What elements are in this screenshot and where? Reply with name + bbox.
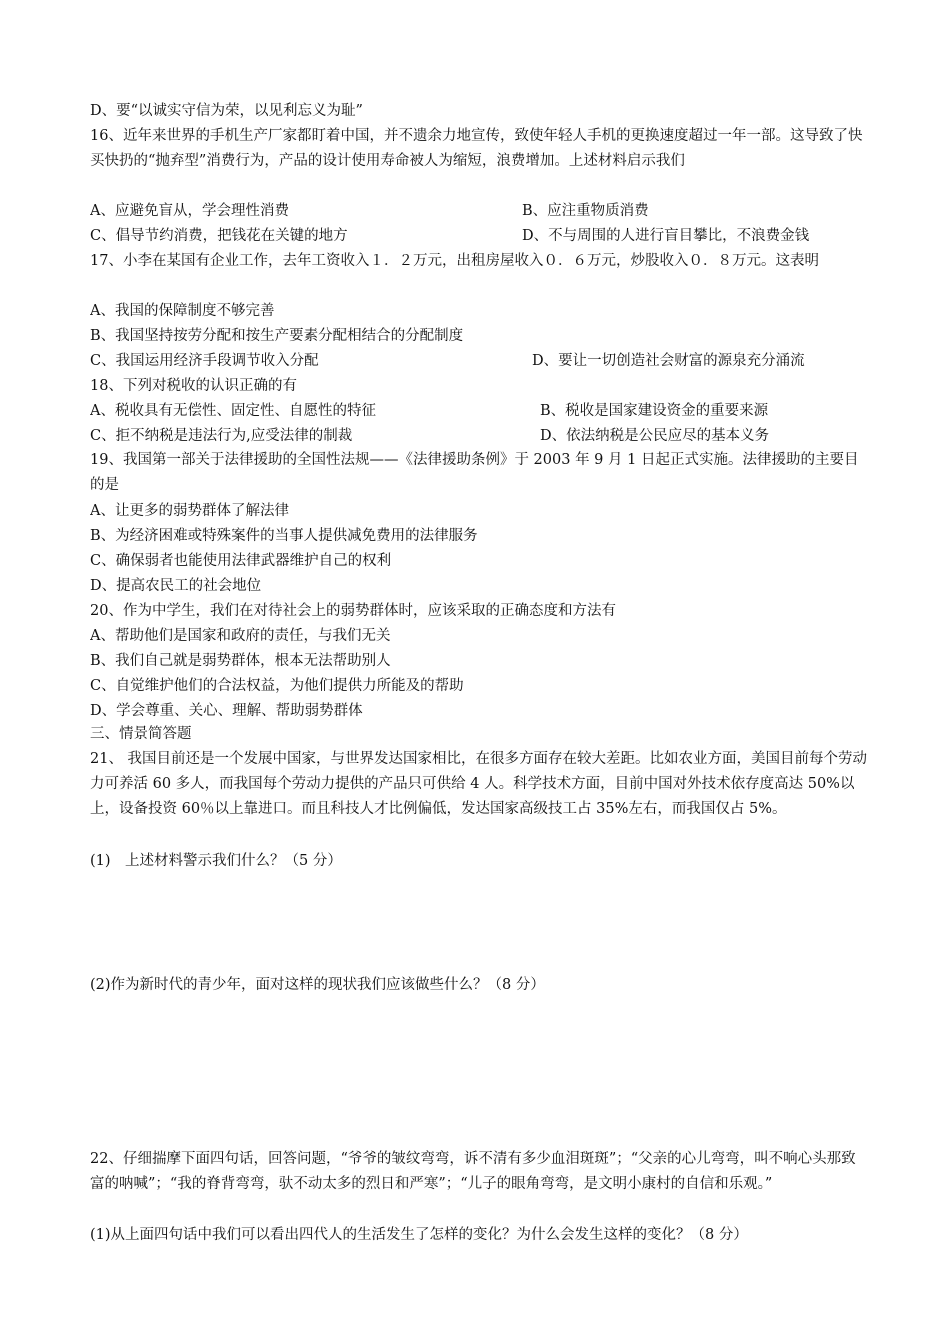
- q17-options-row: [90, 351, 870, 371]
- q18-options-row2: [90, 426, 870, 446]
- q16-option-b: B、应注重物质消费: [522, 203, 649, 219]
- q21-stem: 21、 我国目前还是一个发展中国家，与世界发达国家相比，在很多方面存在较大差距。比如农业方面，美国目前每个劳动力可养活 60 多人，而我国每个劳动力提供的产品只可供给 4 人。科学技术方面，目前中国对外技术依存度高达 50%以上，设备投资 60％以上靠进口。而且科技人才比例偏低，发达国家高级技工占 35%左右，而我国仅占 5%。: [90, 751, 868, 817]
- q20-option-a: A、帮助他们是国家和政府的责任，与我们无关: [90, 628, 391, 644]
- q18-option-b: B、税收是国家建设资金的重要来源: [540, 403, 769, 419]
- q16-options-row2: [90, 226, 870, 246]
- q17-stem: 17、小李在某国有企业工作，去年工资收入１．２万元，出租房屋收入０．６万元，炒股收入０．８万元。这表明: [90, 253, 819, 269]
- q19-option-b: B、为经济困难或特殊案件的当事人提供减免费用的法律服务: [90, 528, 478, 544]
- q19-option-c: C、确保弱者也能使用法律武器维护自己的权利: [90, 553, 392, 569]
- q20-option-c: C、自觉维护他们的合法权益，为他们提供力所能及的帮助: [90, 678, 464, 694]
- q16-option-c: C、倡导节约消费，把钱花在关键的地方: [90, 228, 348, 244]
- q16-stem: 16、近年来世界的手机生产厂家都盯着中国，并不遗余力地宣传，致使年轻人手机的更换速度超过一年一部。这导致了快买快扔的“抛弃型”消费行为，产品的设计使用寿命被人为缩短，浪费增加。上述材料启示我们: [90, 128, 863, 169]
- q17-option-d: D、要让一切创造社会财富的源泉充分涌流: [532, 353, 805, 369]
- q18-options-row1: [90, 401, 870, 421]
- q16-option-d: D、不与周围的人进行盲目攀比，不浪费金钱: [522, 228, 810, 244]
- q18-option-a: A、税收具有无偿性、固定性、自愿性的特征: [90, 403, 376, 419]
- q20-option-b: B、我们自己就是弱势群体，根本无法帮助别人: [90, 653, 391, 669]
- q18-stem: 18、下列对税收的认识正确的有: [90, 378, 297, 394]
- q17-option-b: B、我国坚持按劳分配和按生产要素分配相结合的分配制度: [90, 328, 464, 344]
- q22-stem: 22、仔细揣摩下面四句话，回答问题，“爷爷的皱纹弯弯，诉不清有多少血泪斑斑”；“父亲的心儿弯弯，叫不响心头那致富的呐喊”；“我的脊背弯弯，驮不动太多的烈日和严寒”；“儿子的眼角弯弯，是文明小康村的自信和乐观。”: [90, 1151, 856, 1192]
- q18-option-c: C、拒不纳税是违法行为,应受法律的制裁: [90, 428, 353, 444]
- q19-stem: 19、我国第一部关于法律援助的全国性法规——《法律援助条例》于 2003 年 9 月 1 日起正式实施。法律援助的主要目的是: [90, 452, 859, 493]
- q21-sub1: (1) 上述材料警示我们什么？（5 分）: [90, 853, 342, 869]
- q22-sub1: (1)从上面四句话中我们可以看出四代人的生活发生了怎样的变化？为什么会发生这样的变化？（8 分）: [90, 1227, 748, 1243]
- q20-option-d: D、学会尊重、关心、理解、帮助弱势群体: [90, 703, 363, 719]
- q17-option-a: A、我国的保障制度不够完善: [90, 303, 275, 319]
- q19-option-d: D、提高农民工的社会地位: [90, 578, 262, 594]
- q19-option-a: A、让更多的弱势群体了解法律: [90, 503, 289, 519]
- section-title: 三、情景简答题: [90, 726, 192, 742]
- q18-option-d: D、依法纳税是公民应尽的基本义务: [540, 428, 770, 444]
- q15-option-d: D、要“以诚实守信为荣，以见利忘义为耻”: [90, 103, 363, 119]
- q17-option-c: C、我国运用经济手段调节收入分配: [90, 353, 319, 369]
- q16-options-row1: [90, 201, 870, 221]
- q21-sub2: (2)作为新时代的青少年，面对这样的现状我们应该做些什么？（8 分）: [90, 977, 545, 993]
- q16-option-a: A、应避免盲从，学会理性消费: [90, 203, 289, 219]
- q20-stem: 20、作为中学生，我们在对待社会上的弱势群体时，应该采取的正确态度和方法有: [90, 603, 616, 619]
